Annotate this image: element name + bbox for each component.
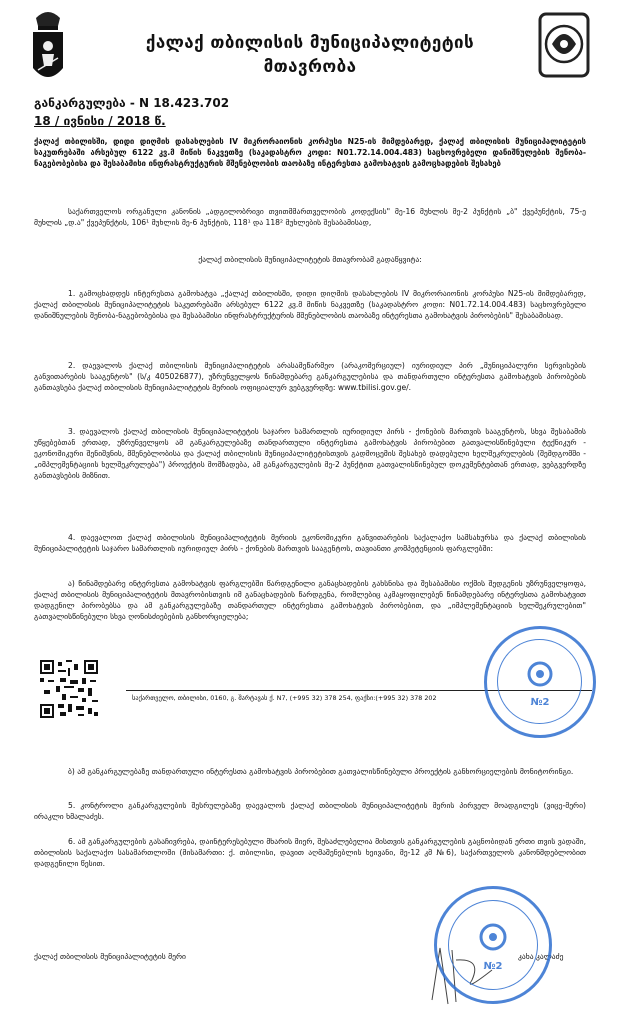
stamp-1-number: №2: [530, 697, 550, 708]
official-stamp-2: [434, 886, 552, 1004]
stamp-2-emblem: [478, 921, 508, 953]
qr-code: [40, 660, 98, 718]
decree-subject: ქალაქ თბილისში, დიდი დიღმის დასახლების IV მიკრორაიონის კორპუსი N25-ის მიმდებარედ, ქალაქ თბილისის მუნიციპალიტეტის საკუთრებაში არსებულ 6122 კვ.მ მიწის ნაკვეთზე (საკადასტრო კოდი: N01.72.14.004.483) საცხოვრებელი დანიშნულების შენობა-ნაგებობებისა და შესაბამისი ინფრასტრუქტურის მშენებლობის თაობაზე ინტერესთა გამოხატვის გამოცხადების შესახებ: [34, 137, 586, 168]
decree-item-6: 6. ამ განკარგულების გასაჩივრება, დაინტერესებული მხარის მიერ, შესაძლებელია მისთვის განკარგულების გაცნობიდან ერთი თვის ვადაში, თბილისის საქალაქო სასამართლოში (მისამართი: ქ. თბილისი, დავით აღმაშენებლის ხეივანი, მე-12 კმ №6), საქართველოს კანონმდებლობით დადგენილი წესით.: [34, 837, 586, 868]
signature-name: კახა კალაძე: [518, 952, 564, 961]
decree-item-5: 5. კონტროლი განკარგულების შესრულებაზე დაევალოს ქალაქ თბილისის მუნიციპალიტეტის მერის პირველ მოადგილეს (ვიცე-მერი) ირაკლი ხმალაძეს.: [34, 801, 586, 821]
decree-item-4b: ბ) ამ განკარგულებაზე თანდართული ინტერესთა გამოხატვის პირობებით გათვალისწინებული პროექტის განხორციელების მონიტორინგი.: [68, 767, 574, 776]
decree-number: განკარგულება - N 18.423.702: [34, 96, 230, 110]
decree-item-2: 2. დაევალოს ქალაქ თბილისის მუნიციპალიტეტის არასამეწარმეო (არაკომერციულ) იურიდიულ პირ „მუნიციპალური სერვისების განვითარების სააგენტოს" (ს/კ 405026877), უზრუნველყოს წინამდებარე განკარგულებისა და თანდართული ინტერესთა გამოხატვის პირობების განთავსება ქალაქ თბილისის მუნიციპალიტეტის მერიის ოფიციალურ ვებგვერდზე: www.tbilisi.gov.ge/.: [34, 361, 586, 392]
header-title-line1: ქალაქ თბილისის მუნიციპალიტეტის: [145, 33, 475, 53]
signature-label: ქალაქ თბილისის მუნიციპალიტეტის მერი: [34, 952, 186, 961]
header-title-line2: მთავრობა: [263, 57, 357, 77]
official-stamp-1: [484, 626, 596, 738]
decree-resolution: ქალაქ თბილისის მუნიციპალიტეტის მთავრობამ გადაწყვიტა:: [198, 255, 422, 264]
decree-item-3: 3. დაევალოს ქალაქ თბილისის მუნიციპალიტეტის საჯარო სამართლის იურიდიულ პირს - ქონების მართვის სააგენტოს, სხვა შესაბამის უწყებებთან ერთად, უზრუნველყოს ამ განკარგულებაზე თანდართული ინტერესთა გამოხატვის პირობებით გათვალისწინებული ტექნიკურ - ეკონომიკური შენიშვნის, მშენებლობისა და ქალაქ თბილისის მუნიციპალიტეტისთვის გადმოცემის შესახებ დადებული ხელშეკრულების (შემდგომში - „იმპლემენტაციის ხელშეკრულება") პროექტის მომზადება, ამ განკარგულების მე-2 პუნქტით გათვალისწინებულ დოკუმენტებთან ერთად, ვებგვერდზე განთავსების მიზნით.: [34, 427, 586, 480]
municipality-emblem: [532, 10, 596, 80]
stamp-1-emblem: [526, 659, 554, 689]
decree-item-4: 4. დაევალოთ ქალაქ თბილისის მუნიციპალიტეტის მერიის ეკონომიკური განვითარების საქალაქო სამსახურსა და ქალაქ თბილისის მუნიციპალიტეტის საჯარო სამართლის იურიდიულ პირს - ქონების მართვის სააგენტოს, თავიანთი კომპეტენციის ფარგლებში:: [34, 533, 586, 553]
decree-preamble: საქართველოს ორგანული კანონის „ადგილობრივი თვითმმართველობის კოდექსის" მე-16 მუხლის მე-2 პუნქტის „ბ" ქვეპუნქტის, 75-ე მუხლის „დ.ა" ქვეპუნქტის, 106¹ მუხლის მე-6 პუნქტის, 118¹ და 118² მუხლების შესაბამისად,: [34, 207, 586, 227]
decree-item-4a: ა) წინამდებარე ინტერესთა გამოხატვის ფარგლებში წარდგენილი განაცხადების გახსნისა და შესაბამისი ოქმის შედგენის უზრუნველყოფა, ქალაქ თბილისის მუნიციპალიტეტის მთავრობისთვის იმ განაცხადების წარდგენა, რომლებიც აკმაყოფილებენ წინამდებარე ინტერესთა გამოხატვით დადგენილ პირობებსა და ამ განკარგულებაზე თანდართულ ინტერესთა გამოხატვის პირობებით, და „იმპლემენტაციის ხელშეკრულებით" გათვალისწინებული სხვა ღონისძიებების განხორციელება;: [34, 579, 586, 621]
footer-address: საქართველო, თბილისი, 0160, გ. შარტავას ქ. N7, (+995 32) 378 254, ფაქსი:(+995 32) 378 202: [132, 694, 437, 702]
stamp-2-number: №2: [483, 961, 503, 972]
decree-date: 18 / ივნისი / 2018 წ.: [34, 114, 166, 128]
decree-item-1: 1. გამოცხადდეს ინტერესთა გამოხატვა „ქალაქ თბილისში, დიდი დიღმის დასახლების IV მიკრორაიონის კორპუსი N25-ის მიმდებარედ, ქალაქ თბილისის მუნიციპალიტეტის საკუთრებაში არსებულ 6122 კვ.მ მიწის ნაკვეთზე (საკადასტრო კოდი: N01.72.14.004.483) საცხოვრებელი დანიშნულების შენობა-ნაგებობებისა და შესაბამისი ინფრასტრუქტურის მშენებლობის თაობაზე ინტერესთა გამოხატვის პირობების" შესაბამისად.: [34, 289, 586, 320]
coat-of-arms-logo: [30, 8, 66, 88]
